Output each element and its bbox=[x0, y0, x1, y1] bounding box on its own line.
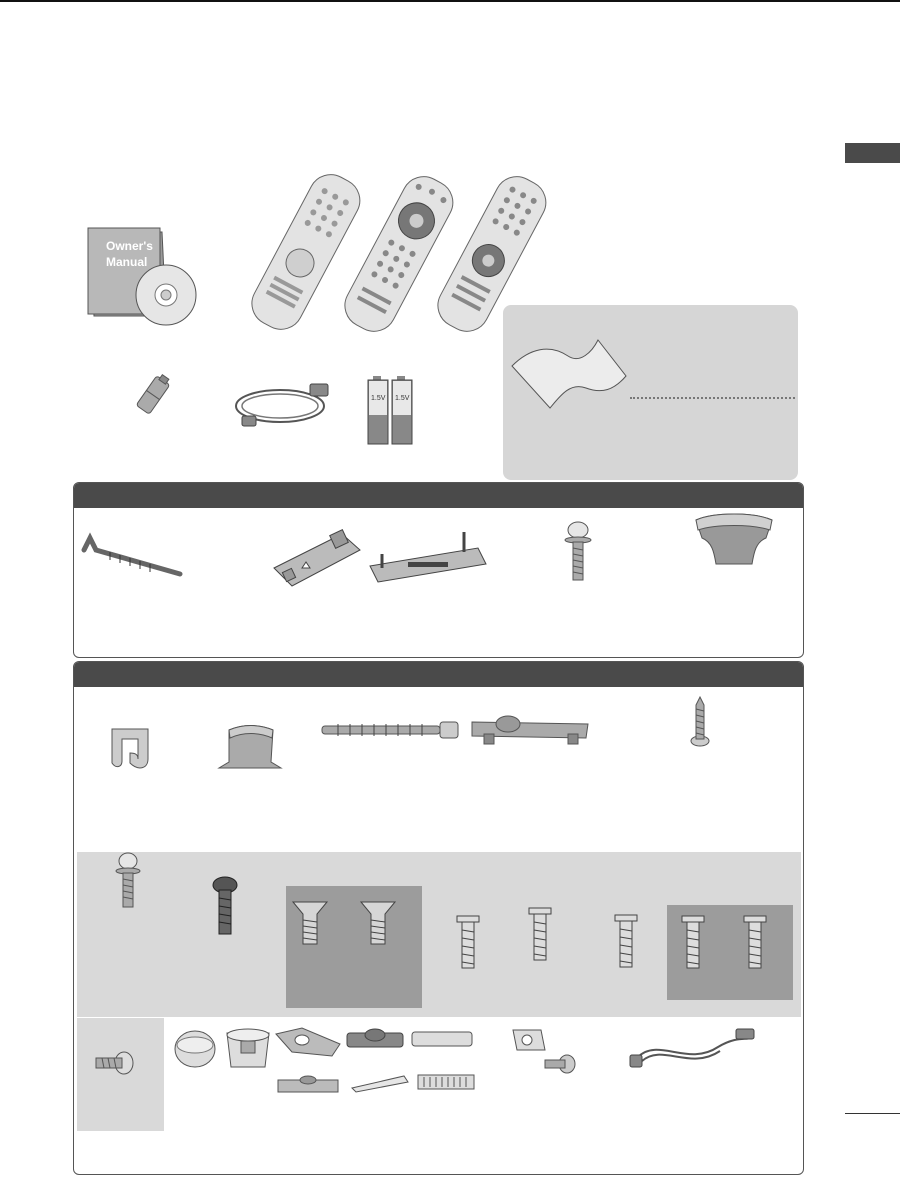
chapter-tab bbox=[845, 143, 900, 163]
cable-tie-icon bbox=[350, 1074, 410, 1094]
screw-icon bbox=[563, 520, 593, 582]
screw-icon bbox=[113, 852, 143, 910]
cable-holder-icon bbox=[509, 1026, 579, 1076]
battery-voltage-left: 1.5V bbox=[371, 395, 386, 402]
page-number-rule bbox=[845, 1113, 900, 1114]
owners-manual-icon bbox=[88, 228, 203, 323]
ferrite-core-icon bbox=[133, 373, 173, 418]
bolt-icon bbox=[455, 914, 481, 970]
bolt-icon bbox=[613, 913, 639, 969]
bracket-icon bbox=[368, 528, 488, 584]
section-header bbox=[74, 483, 803, 508]
manual-title-line2: Manual bbox=[106, 255, 148, 269]
stand-base-icon bbox=[173, 1027, 273, 1073]
bracket-icon bbox=[272, 528, 364, 590]
bracket-icon bbox=[276, 1074, 342, 1096]
polishing-cloth-icon bbox=[510, 338, 630, 410]
bolt-icon bbox=[680, 914, 706, 970]
screw-icon bbox=[92, 1050, 136, 1078]
section-header bbox=[74, 662, 803, 687]
screw-icon bbox=[545, 1055, 575, 1073]
bolt-icon bbox=[291, 898, 331, 948]
wall-bracket-icon bbox=[468, 714, 593, 746]
top-rule bbox=[0, 0, 900, 2]
battery-voltage-right: 1.5V bbox=[395, 395, 410, 402]
bracket-icon bbox=[345, 1027, 405, 1051]
power-cord-icon bbox=[232, 378, 340, 433]
manual-title-line1: Owner's bbox=[106, 239, 153, 253]
bracket-icon bbox=[410, 1030, 474, 1050]
bolt-icon bbox=[210, 876, 240, 936]
cable-holder-icon bbox=[110, 725, 150, 773]
bolt-icon bbox=[359, 898, 399, 948]
bracket-icon bbox=[272, 1024, 344, 1060]
cable-tie-icon bbox=[80, 530, 185, 580]
screw-icon bbox=[690, 697, 710, 749]
stand-base-icon bbox=[694, 512, 774, 568]
cd-icon bbox=[136, 265, 196, 325]
cable-icon bbox=[628, 1027, 758, 1073]
cable-tie-icon bbox=[318, 718, 463, 742]
cable-cover-icon bbox=[215, 722, 285, 772]
bolt-icon bbox=[742, 914, 768, 970]
bolt-icon bbox=[527, 906, 553, 962]
battery-icon bbox=[366, 376, 414, 446]
dotted-divider bbox=[630, 397, 795, 399]
bracket-icon bbox=[416, 1073, 476, 1093]
